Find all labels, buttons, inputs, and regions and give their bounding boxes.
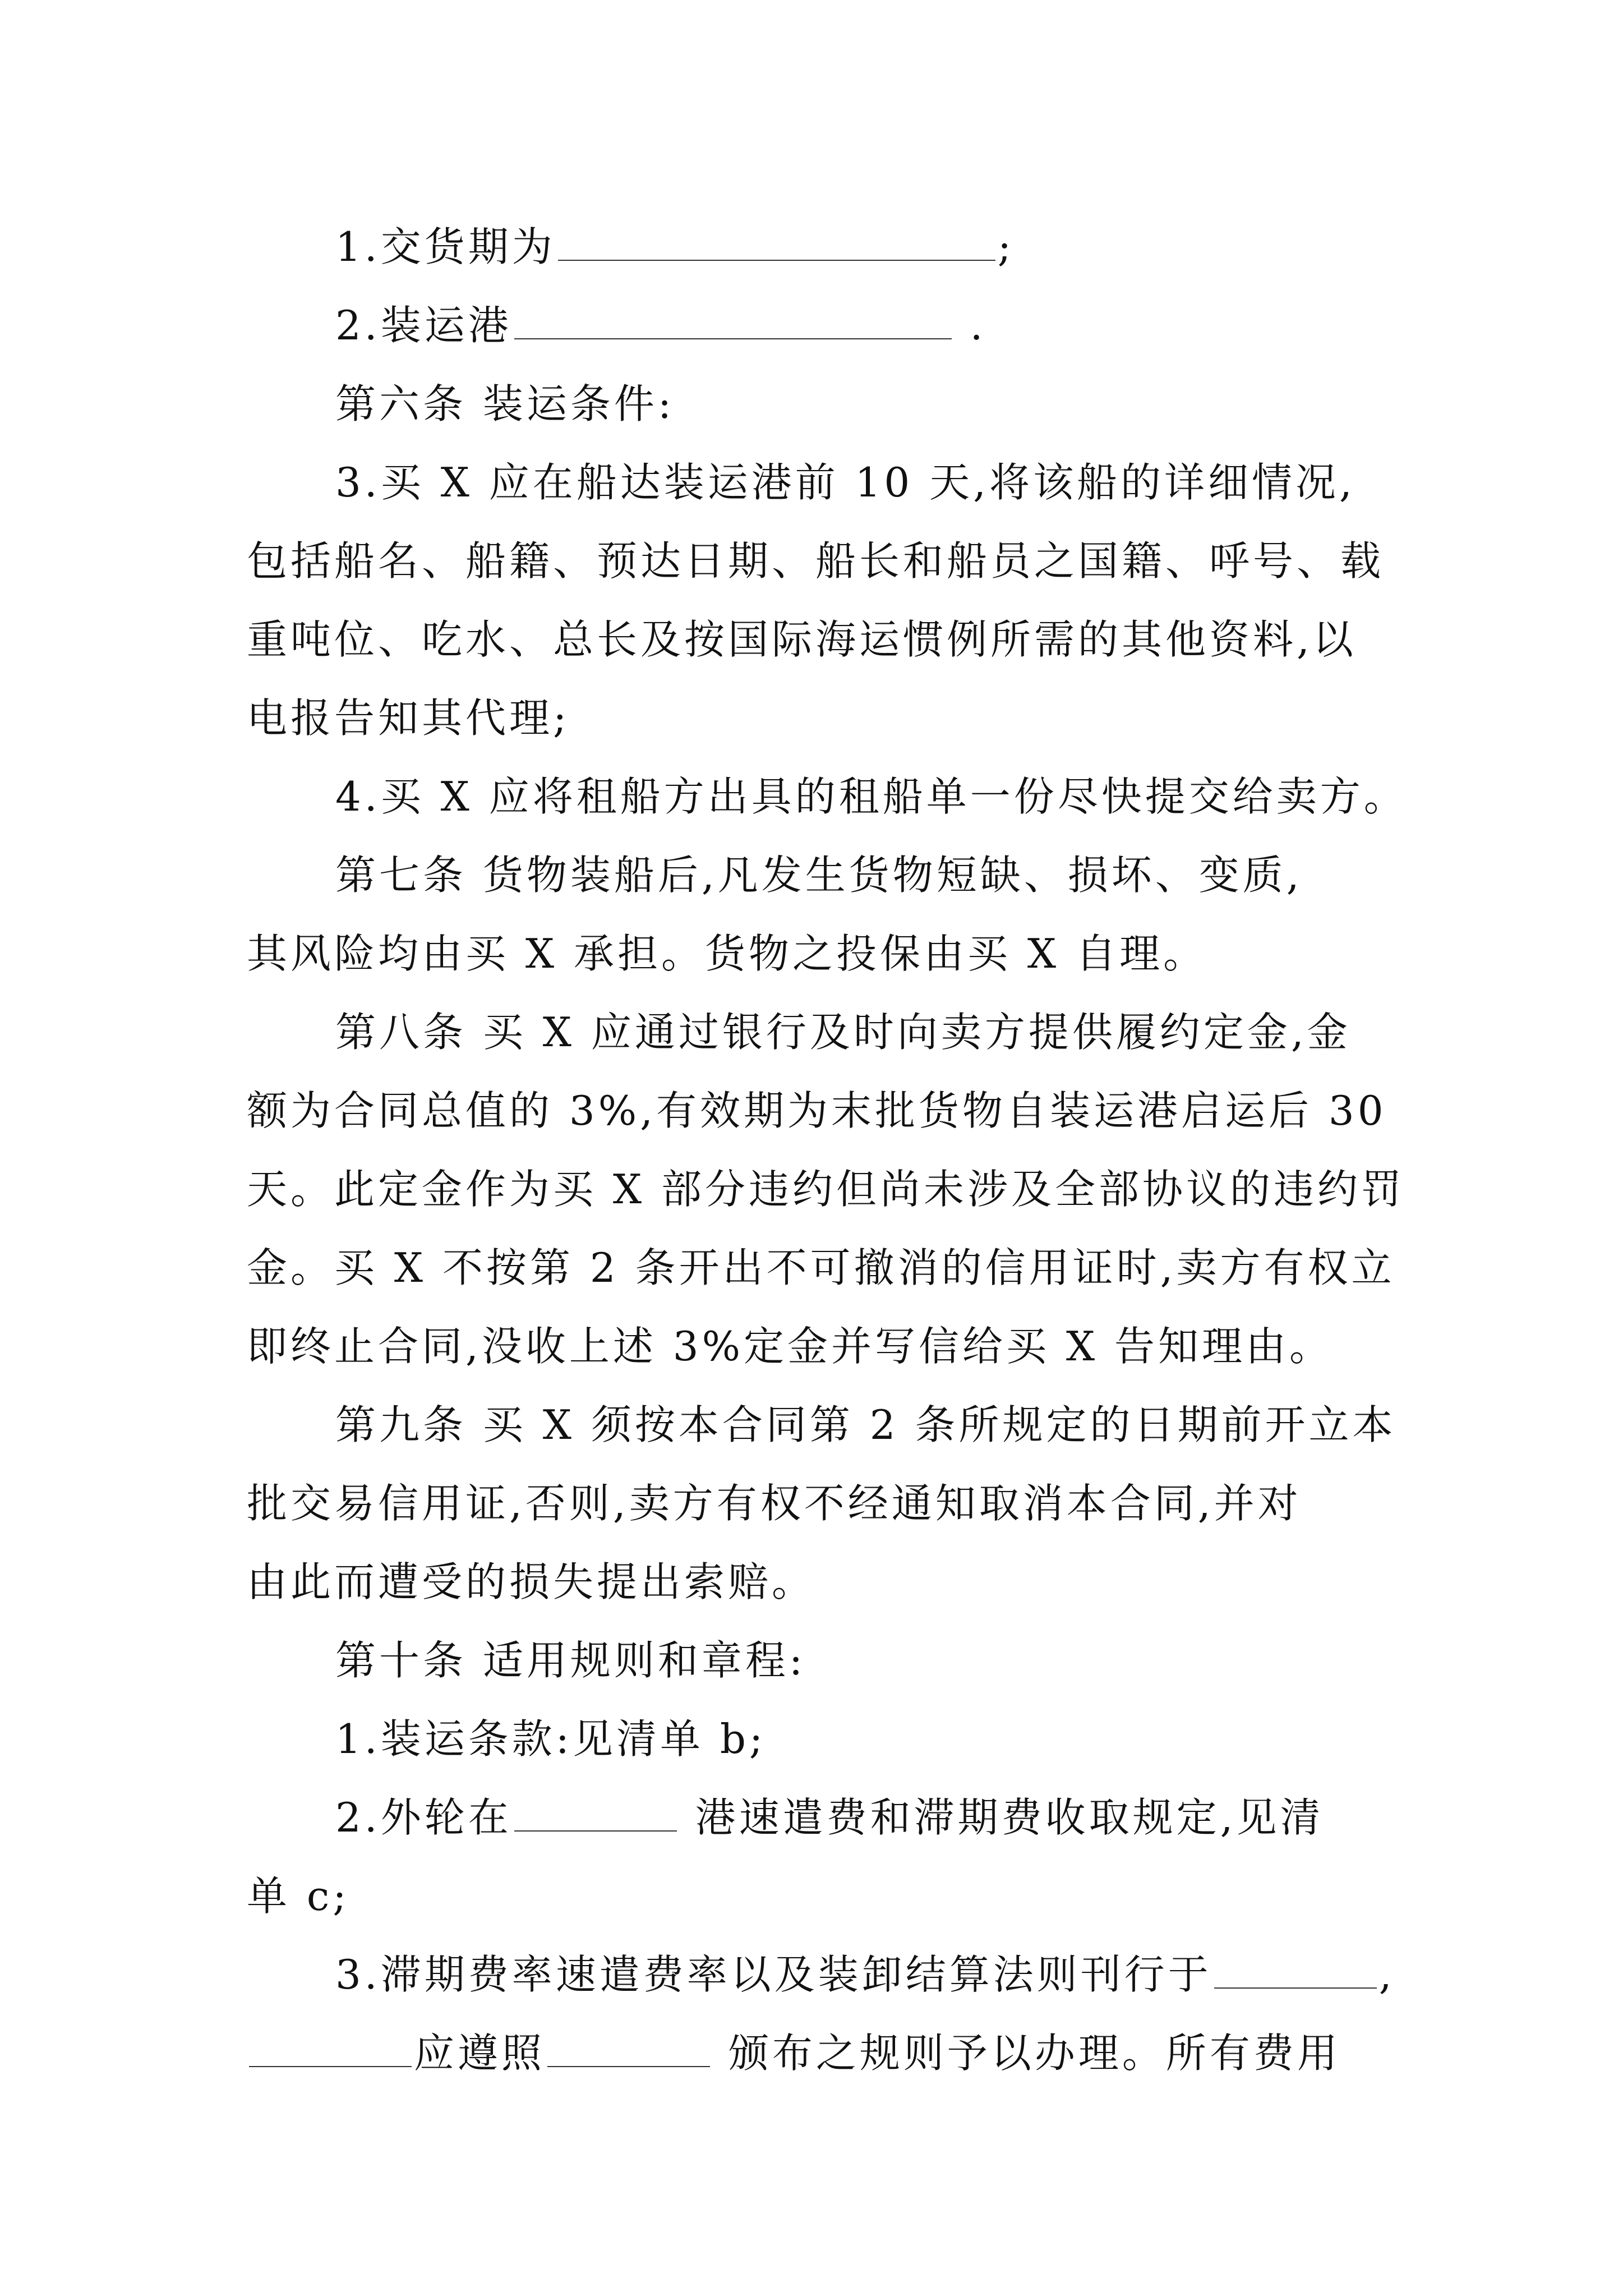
loading-port-line <box>335 292 986 359</box>
party-blank[interactable] <box>249 2031 412 2067</box>
article-8-cont-2: 天。此定金作为买 X 部分违约但尚未涉及全部协议的违约罚 <box>247 1166 1405 1213</box>
line-punctuation: ; <box>997 223 1015 270</box>
clause-3-middle: 应遵照 <box>414 2030 546 2077</box>
article-10-clause-1: 1.装运条款:见清单 b; <box>335 1715 767 1763</box>
clause-3-suffix: 颁布之规则予以办理。所有费用 <box>712 2030 1341 2077</box>
article-6-clause-3: 3.买 X 应在船达装运港前 10 天,将该船的详细情况, <box>335 459 1355 506</box>
published-in-blank[interactable] <box>1214 1953 1377 1989</box>
clause-3-prefix: 3.滞期费率速遣费率以及装卸结算法则刊行于 <box>335 1951 1212 1998</box>
article-8-cont-1: 额为合同总值的 3%,有效期为末批货物自装运港启运后 30 <box>247 1087 1387 1134</box>
article-7: 第七条 货物装船后,凡发生货物短缺、损坏、变质, <box>335 852 1303 899</box>
article-10-clause-2 <box>335 1784 1324 1851</box>
delivery-period-blank[interactable] <box>558 225 995 261</box>
article-9: 第九条 买 X 须按本合同第 2 条所规定的日期前开立本 <box>335 1401 1396 1448</box>
article-6-clause-3-cont-1: 包括船名、船籍、预达日期、船长和船员之国籍、呼号、载 <box>247 537 1385 585</box>
loading-port-blank[interactable] <box>514 303 952 339</box>
article-8-cont-4: 即终止合同,没收上述 3%定金并写信给买 X 告知理由。 <box>247 1323 1334 1370</box>
delivery-period-line <box>335 213 1015 280</box>
authority-blank[interactable] <box>547 2031 710 2067</box>
line-punctuation: , <box>1378 1951 1395 1998</box>
clause-2-suffix: 港速遣费和滞期费收取规定,见清 <box>679 1794 1324 1841</box>
article-10-clause-2-cont: 单 c; <box>247 1872 350 1920</box>
clause-2-prefix: 2.外轮在 <box>335 1794 512 1841</box>
article-6-clause-3-cont-3: 电报告知其代理; <box>247 694 570 742</box>
article-6-heading: 第六条 装运条件: <box>335 380 675 427</box>
article-10-clause-3 <box>335 1941 1395 2008</box>
article-8: 第八条 买 X 应通过银行及时向卖方提供履约定金,金 <box>335 1009 1351 1056</box>
delivery-period-label: 1.交货期为 <box>335 223 556 270</box>
loading-port-label: 2.装运港 <box>335 302 512 349</box>
article-8-cont-3: 金。买 X 不按第 2 条开出不可撤消的信用证时,卖方有权立 <box>247 1244 1395 1291</box>
article-7-cont: 其风险均由买 X 承担。货物之投保由买 X 自理。 <box>247 930 1207 977</box>
foreign-ship-port-blank[interactable] <box>514 1796 677 1832</box>
article-9-cont-2: 由此而遭受的损失提出索赔。 <box>247 1558 816 1605</box>
article-6-clause-4: 4.买 X 应将租船方出具的租船单一份尽快提交给卖方。 <box>335 773 1408 820</box>
article-10-heading: 第十条 适用规则和章程: <box>335 1637 806 1684</box>
article-10-clause-3-cont <box>247 2019 1341 2087</box>
line-punctuation: . <box>953 302 986 349</box>
article-6-clause-3-cont-2: 重吨位、吃水、总长及按国际海运惯例所需的其他资料,以 <box>247 616 1357 663</box>
article-9-cont-1: 批交易信用证,否则,卖方有权不经通知取消本合同,并对 <box>247 1480 1302 1527</box>
